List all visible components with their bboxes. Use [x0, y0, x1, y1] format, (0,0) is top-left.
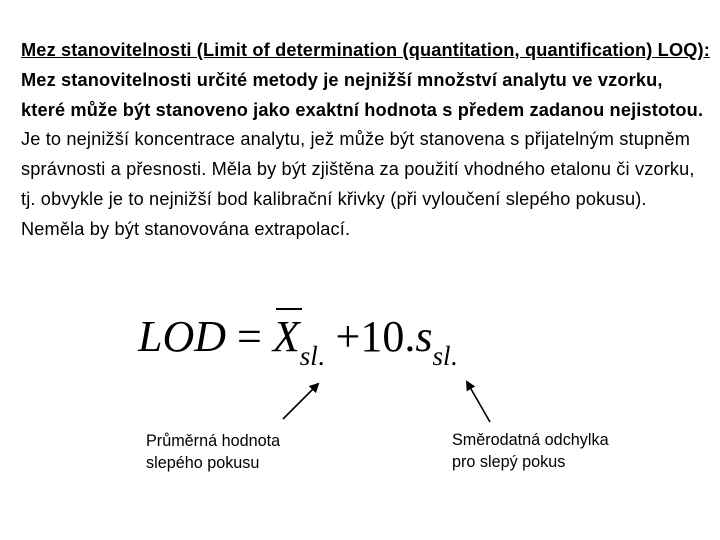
arrow-to-mean [283, 384, 318, 419]
definition-text: Mez stanovitelnosti určité metody je nejnižší množství analytu ve vzorku, které může být stanoveno jako exaktní hodnota s předem zadanou nejistotou. [21, 69, 704, 120]
formula-dot-1: . [317, 341, 325, 371]
sd-caption-line-2: pro slepý pokus [452, 453, 566, 471]
formula-mean-symbol: X [272, 312, 300, 361]
formula-plus-coefficient: +10 [324, 312, 405, 361]
sd-caption [452, 429, 609, 473]
formula-dot-3: . [450, 341, 458, 371]
explanation-text: Je to nejnižší koncentrace analytu, jež může být stanovena s přijatelným stupněm správnosti a přesnosti. Měla by být zjištěna za použití vhodného etalonu či vzorku, tj. obvykle je to nejnižší bod kalibrační křivky (při vyloučení slepého pokusu). Neměla by být stanovována extrapolací. [21, 129, 695, 239]
mean-caption-line-1: Průměrná hodnota [146, 432, 281, 450]
mean-caption-line-2: slepého pokusu [146, 454, 260, 472]
formula-equals: = [226, 312, 273, 361]
formula-mean-subscript: sl [299, 341, 318, 371]
mean-caption [146, 430, 280, 474]
formula-sd-subscript: sl [432, 341, 451, 371]
arrow-to-sd [467, 382, 490, 422]
sd-caption-line-1: Směrodatná odchylka [452, 431, 609, 449]
formula-dot-2: . [404, 312, 416, 361]
formula-lhs: LOD [138, 312, 227, 361]
term-heading: Mez stanovitelnosti (Limit of determination (quantitation, quantification) LOQ): [21, 40, 710, 60]
formula-sd-symbol: s [415, 312, 433, 361]
